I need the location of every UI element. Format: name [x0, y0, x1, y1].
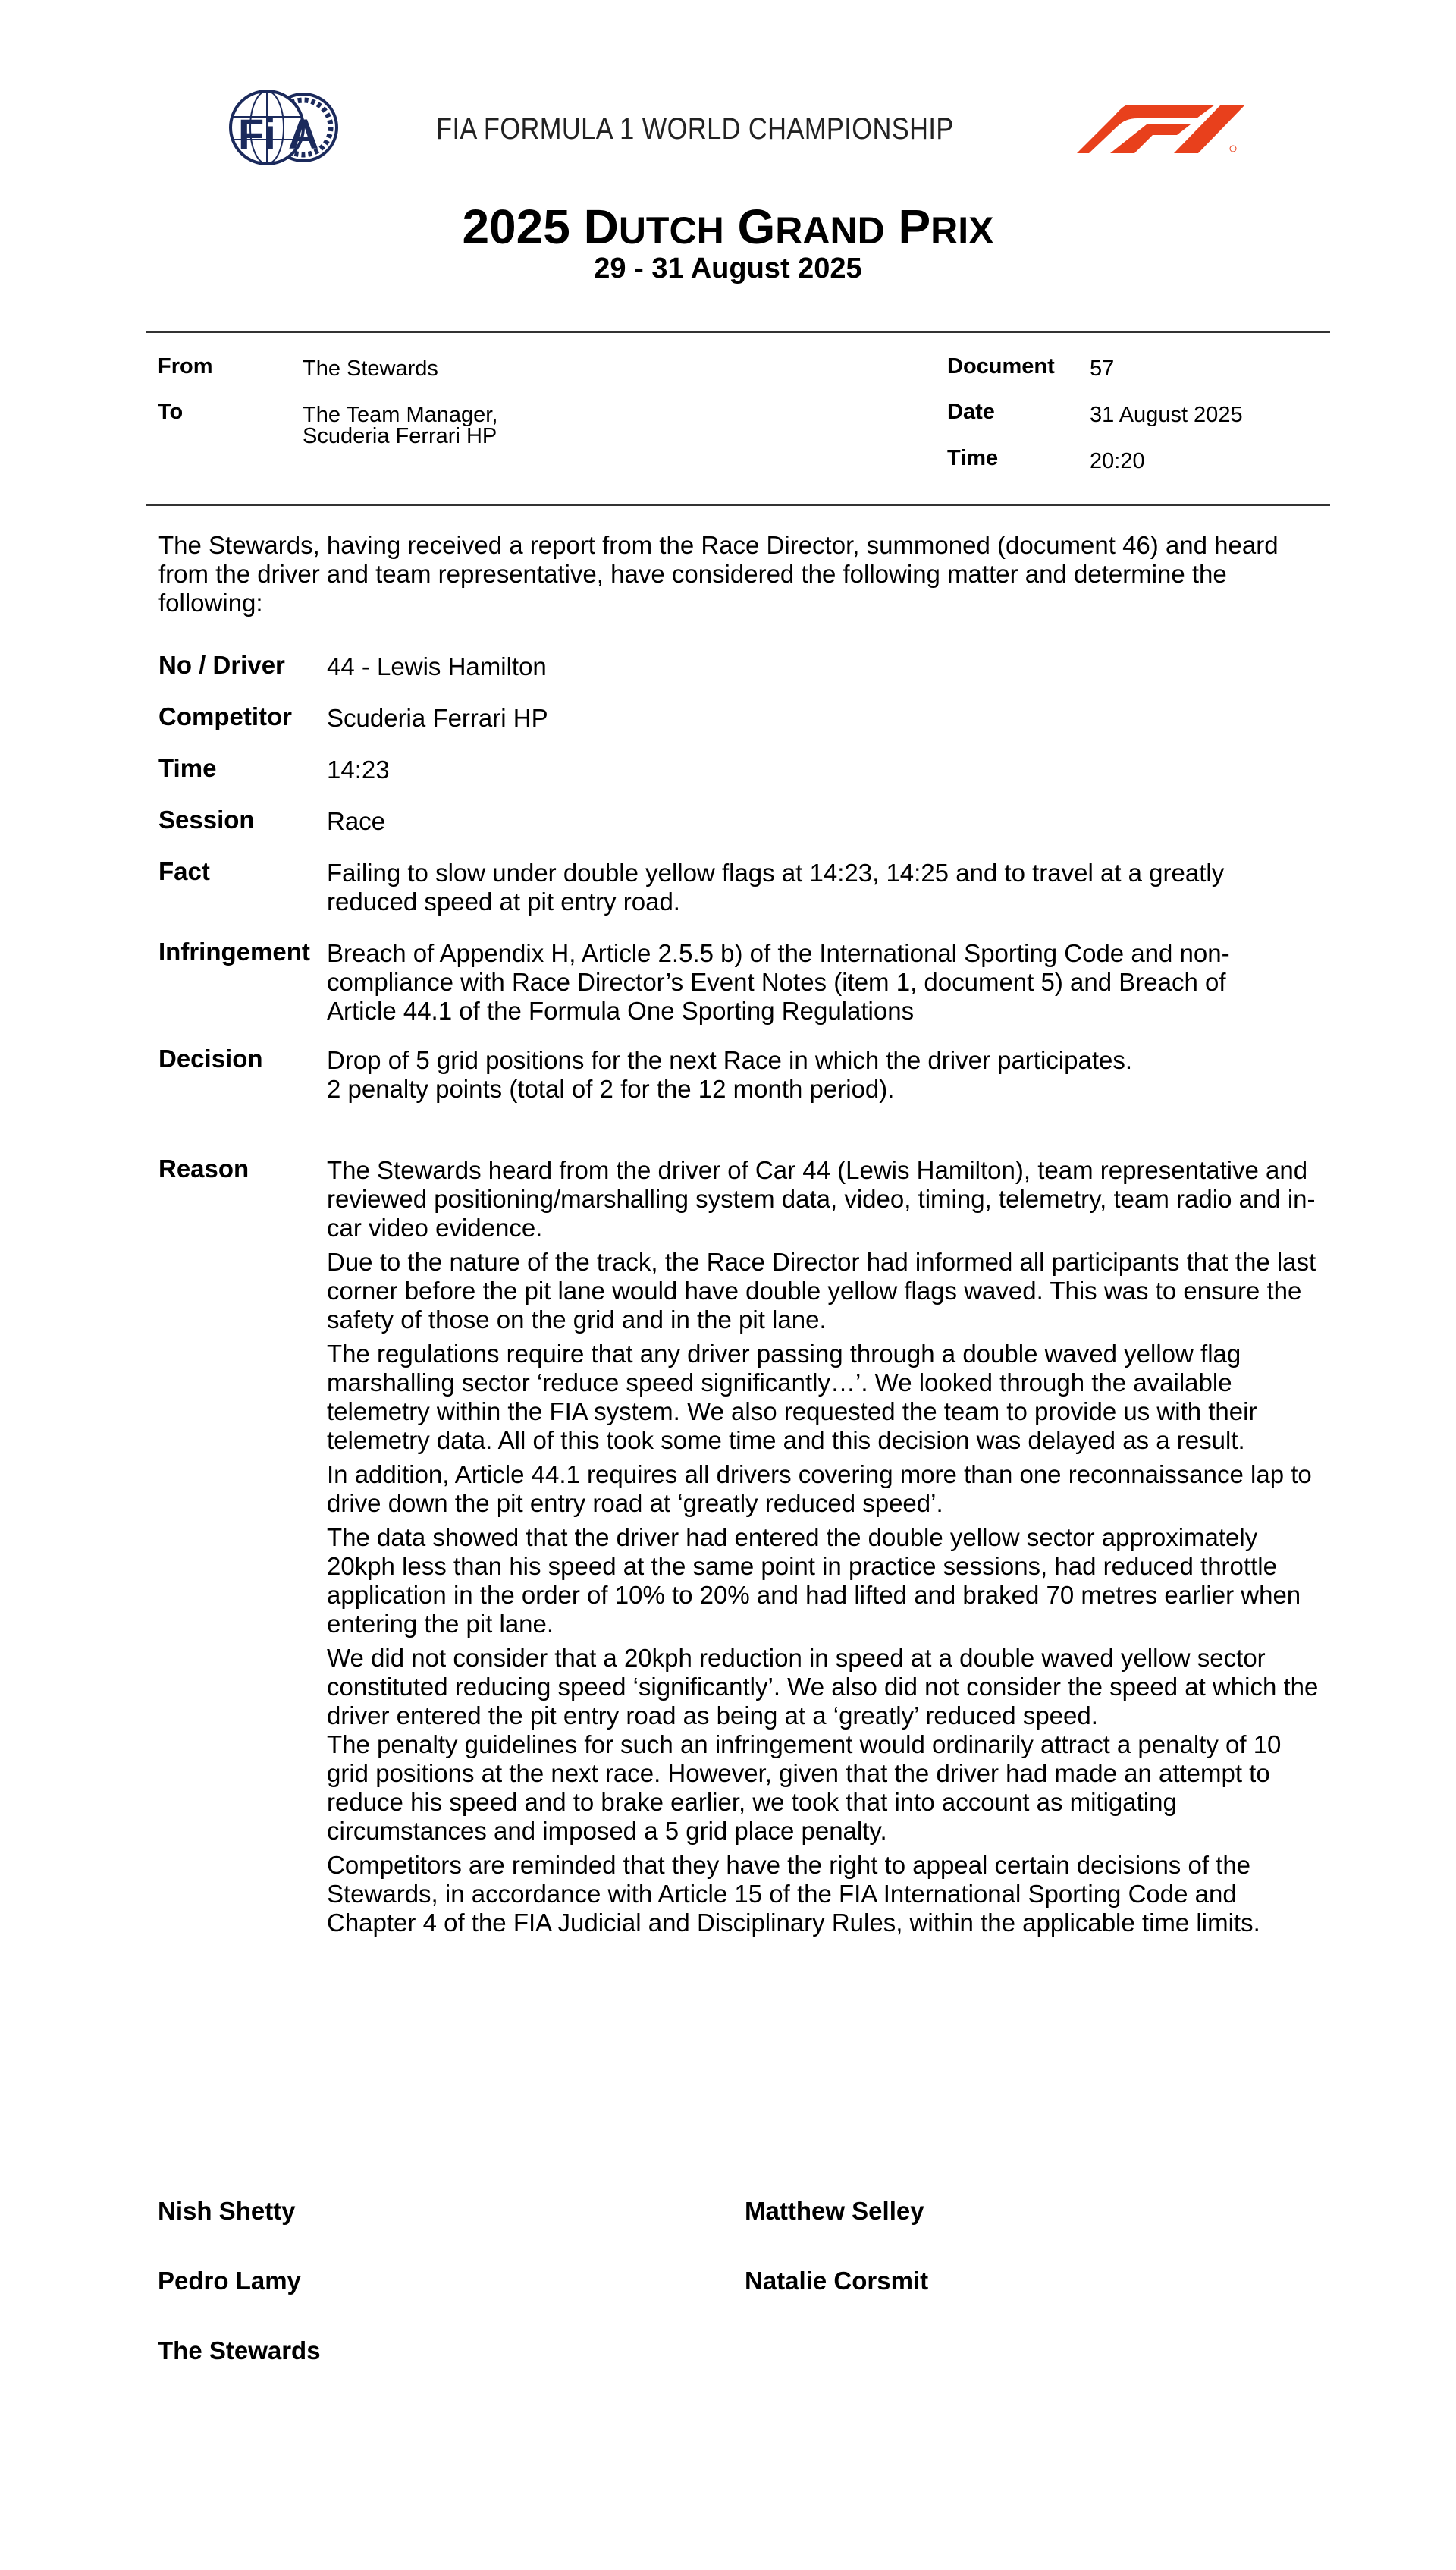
divider-top: [146, 331, 1330, 333]
to-value-line2: Scuderia Ferrari HP: [303, 424, 497, 448]
competitor-value: Scuderia Ferrari HP: [327, 704, 548, 732]
reason-paragraph: We did not consider that a 20kph reduction in speed at a double waved yellow sector constituted reducing speed ‘significantly’. We also did not consider the speed at which the driver entered the pit entry road as being at a ‘greatly’ reduced speed.: [327, 1644, 1319, 1730]
intro-paragraph: The Stewards, having received a report from the Race Director, summoned (document 46) and heard from the driver and team representative, have considered the following matter and determine the following:: [158, 531, 1279, 617]
svg-text:Fi: Fi: [238, 110, 276, 158]
reason-paragraph: The Stewards heard from the driver of Car 44 (Lewis Hamilton), team representative and reviewed positioning/marshalling system data, video, timing, telemetry, team radio and in-car video evidence.: [327, 1156, 1316, 1242]
document-number: 57: [1090, 357, 1115, 381]
infringement-value: Breach of Appendix H, Article 2.5.5 b) of the International Sporting Code and non-compliance with Race Director’s Event Notes (item 1, document 5) and Breach of Article 44.1 of the Formula One Sporting Regulations: [327, 939, 1230, 1025]
session-label: Session: [158, 806, 255, 834]
steward-name-2: Matthew Selley: [745, 2197, 924, 2225]
session-value: Race: [327, 807, 386, 835]
svg-text:A: A: [288, 110, 319, 158]
event-word-1: DUTCH: [583, 200, 724, 254]
reason-paragraph: Due to the nature of the track, the Race Director had informed all participants that the last corner before the pit lane would have double yellow flags waved. This was to ensure the safety of those on the grid and in the pit lane.: [327, 1248, 1316, 1334]
decision-line-2: 2 penalty points (total of 2 for the 12 month period).: [327, 1075, 895, 1103]
event-word-3: PRIX: [898, 200, 994, 254]
steward-name-1: Nish Shetty: [158, 2197, 296, 2225]
decision-line-1: Drop of 5 grid positions for the next Race in which the driver participates.: [327, 1046, 1133, 1074]
competitor-label: Competitor: [158, 702, 292, 730]
driver-label: No / Driver: [158, 651, 285, 679]
document-label: Document: [947, 354, 1055, 379]
from-label: From: [158, 354, 213, 379]
championship-title: FIA FORMULA 1 WORLD CHAMPIONSHIP: [436, 112, 954, 146]
to-value: [303, 402, 497, 449]
date-label: Date: [947, 400, 995, 424]
time-value: 20:20: [1090, 449, 1145, 473]
from-value: The Stewards: [303, 357, 438, 381]
fact-value: Failing to slow under double yellow flags at 14:23, 14:25 and to travel at a greatly reduced speed at pit entry road.: [327, 859, 1225, 916]
to-label: To: [158, 400, 184, 424]
reason-paragraph: The regulations require that any driver passing through a double waved yellow flag marshalling sector ‘reduce speed significantly…’. We looked through the available telemetry within the FIA system. We also requested the team to provide us with their telemetry data. All of this took some time and this decision was delayed as a result.: [327, 1340, 1257, 1454]
infringement-label: Infringement: [158, 938, 310, 966]
reason-body: [327, 1156, 1320, 1943]
fia-logo-icon: [228, 86, 343, 168]
event-dates: 29 - 31 August 2025: [594, 253, 862, 284]
reason-paragraph: The data showed that the driver had entered the double yellow sector approximately 20kph less than his speed at the same point in practice sessions, had reduced throttle application in the order of 10% to 20% and had lifted and braked 70 metres earlier when entering the pit lane.: [327, 1523, 1301, 1638]
signature-closing: The Stewards: [158, 2336, 321, 2364]
date-value: 31 August 2025: [1090, 403, 1243, 427]
to-value-line1: The Team Manager,: [303, 403, 498, 427]
reason-paragraph: In addition, Article 44.1 requires all drivers covering more than one reconnaissance lap to drive down the pit entry road at ‘greatly reduced speed’.: [327, 1460, 1312, 1517]
incident-time-value: 14:23: [327, 756, 390, 784]
reason-paragraph: The penalty guidelines for such an infringement would ordinarily attract a penalty of 10 grid positions at the next race. However, given that the driver had made an attempt to reduce his speed and to brake earlier, we took that into account as mitigating circumstances and imposed a 5 grid place penalty.: [327, 1730, 1282, 1845]
steward-name-3: Pedro Lamy: [158, 2267, 301, 2295]
incident-time-label: Time: [158, 754, 217, 782]
event-year: 2025: [462, 200, 570, 254]
event-title: [0, 199, 1456, 255]
steward-name-4: Natalie Corsmit: [745, 2267, 929, 2295]
f1-logo-icon: [1077, 105, 1251, 153]
event-word-2: GRAND: [737, 200, 885, 254]
driver-value: 44 - Lewis Hamilton: [327, 652, 547, 680]
fact-label: Fact: [158, 857, 210, 885]
decision-value: [327, 1046, 1328, 1104]
reason-label: Reason: [158, 1155, 249, 1183]
reason-paragraph: Competitors are reminded that they have the right to appeal certain decisions of the Stewards, in accordance with Article 15 of the FIA International Sporting Code and Chapter 4 of the FIA Judicial and Disciplinary Rules, within the applicable time limits.: [327, 1851, 1260, 1937]
divider-bottom: [146, 504, 1330, 506]
time-label: Time: [947, 446, 999, 470]
decision-label: Decision: [158, 1045, 263, 1073]
